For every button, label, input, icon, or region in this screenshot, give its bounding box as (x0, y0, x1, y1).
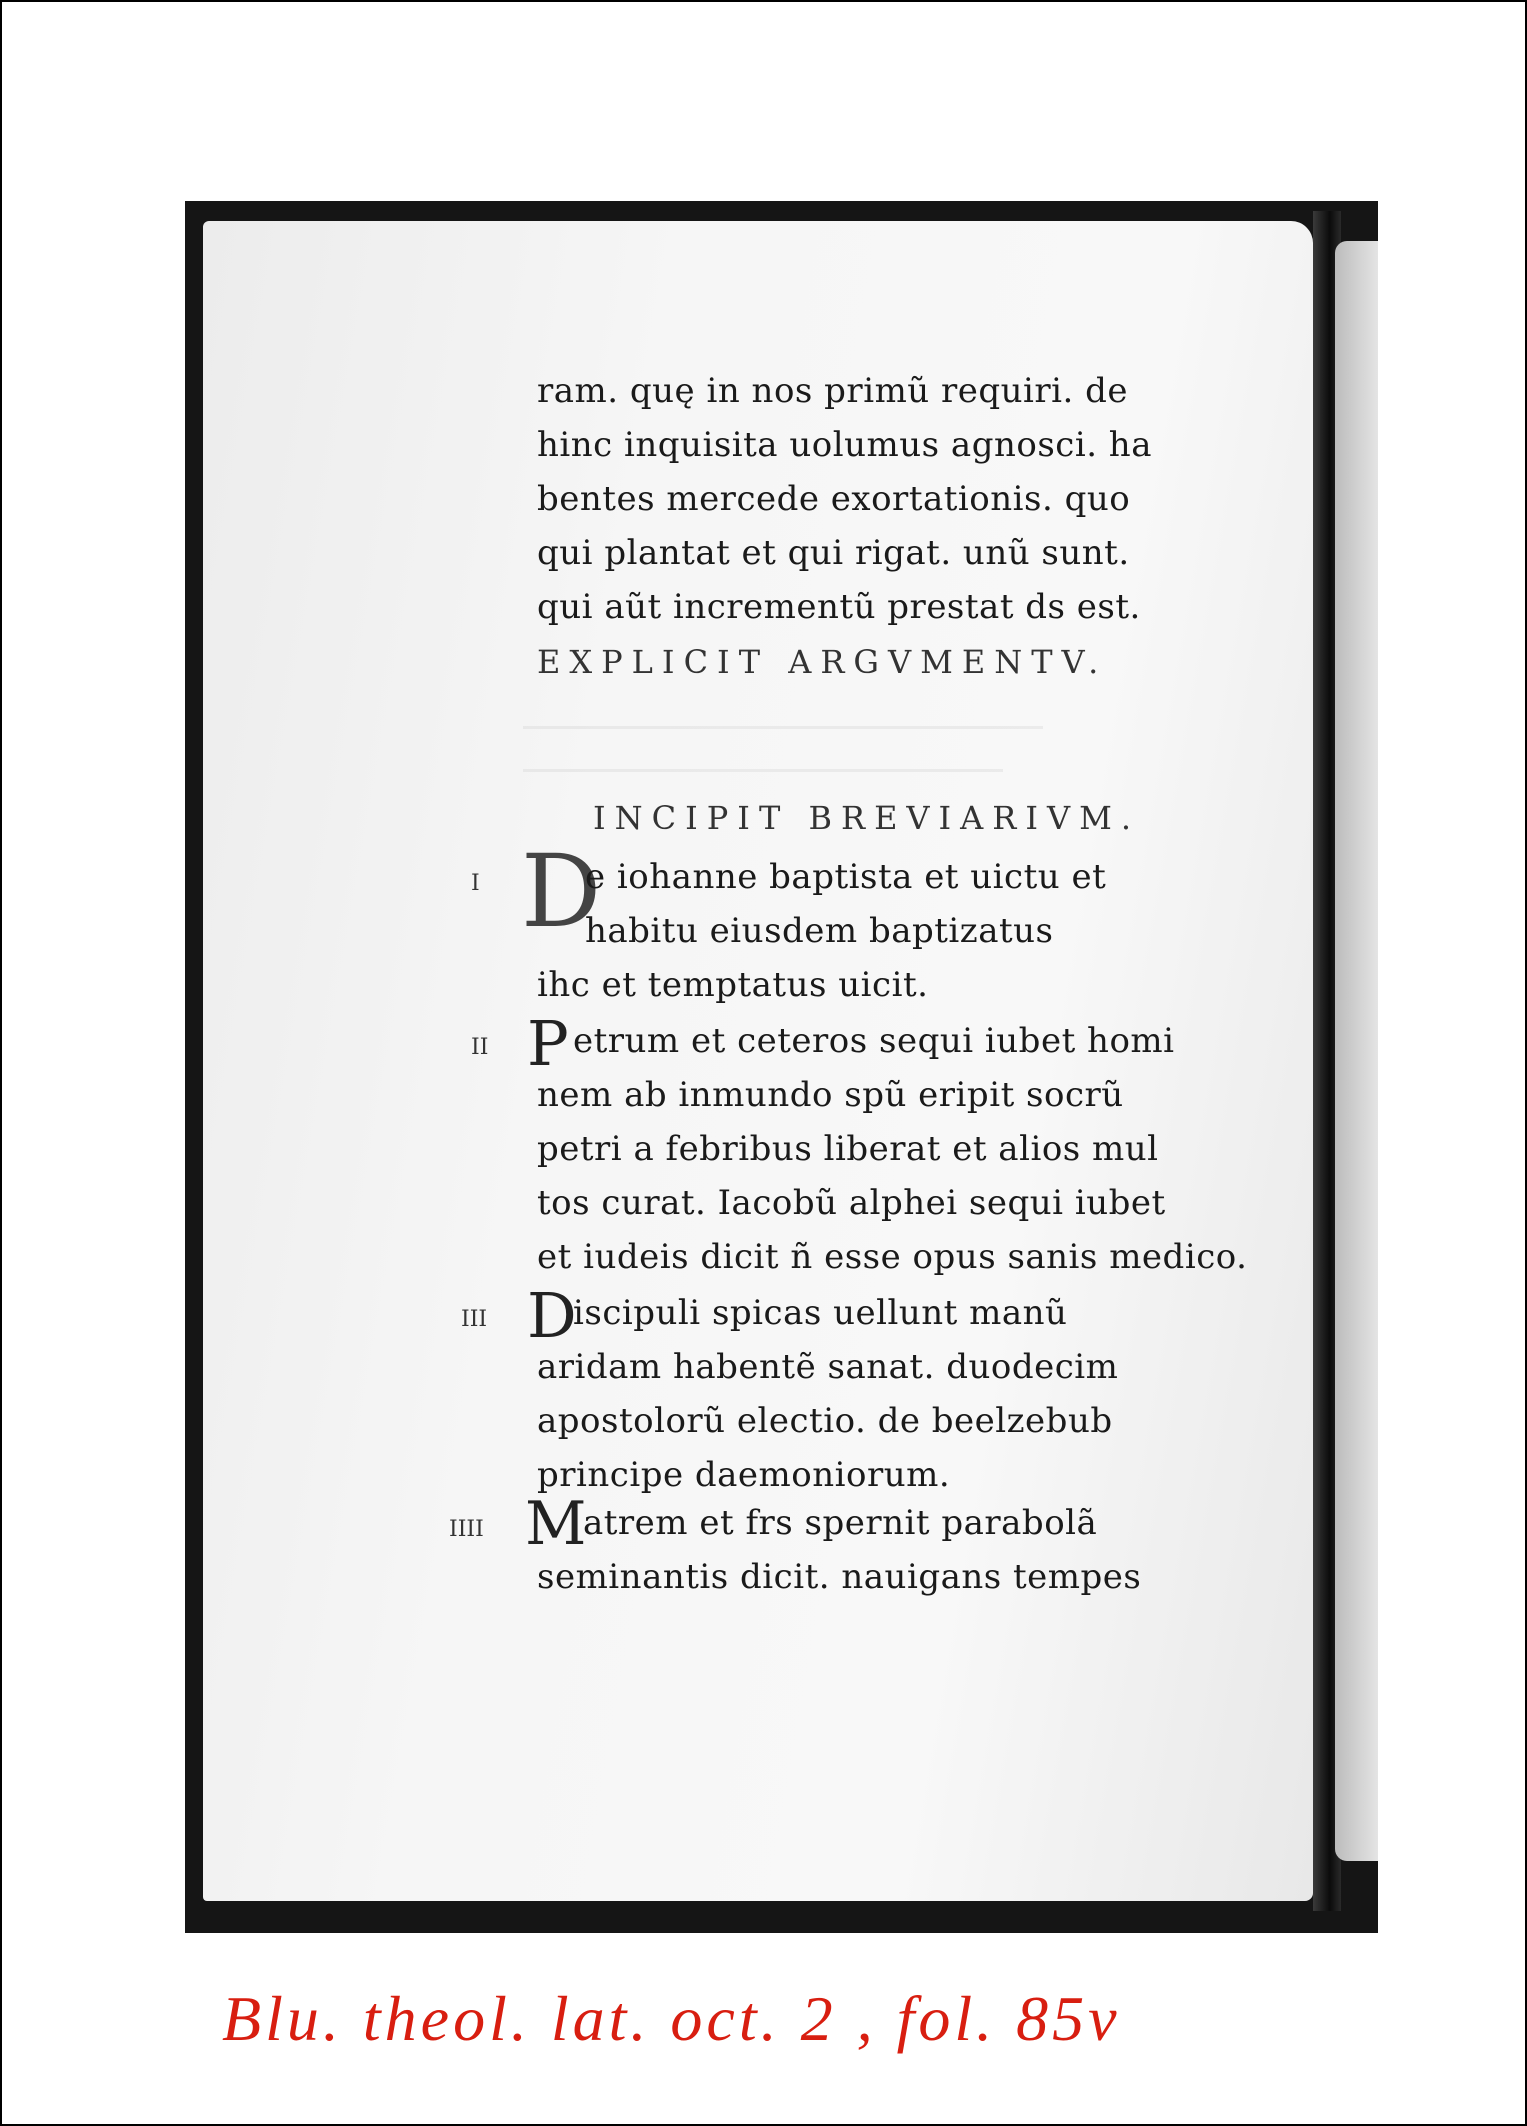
facing-page-edge (1335, 241, 1378, 1861)
argumentum-line: bentes mercede exortationis. quo (537, 479, 1131, 519)
chapter-number: II (471, 1035, 489, 1060)
decorated-initial: D (527, 1279, 577, 1352)
breviarium-line: tos curat. Iacobũ alphei sequi iubet (537, 1183, 1166, 1223)
shelfmark-annotation: Blu. theol. lat. oct. 2 , fol. 85v (222, 1983, 1121, 2054)
show-through (523, 726, 1043, 729)
argumentum-line: qui aũt incrementũ prestat ds est. (537, 587, 1141, 627)
chapter-number: III (461, 1307, 488, 1332)
breviarium-line: seminantis dicit. nauigans tempes (537, 1557, 1142, 1597)
chapter-number: IIII (449, 1517, 484, 1542)
breviarium-line: etrum et ceteros sequi iubet homi (573, 1021, 1175, 1061)
breviarium-line: atrem et frs spernit parabolã (583, 1503, 1098, 1543)
manuscript-page (203, 221, 1313, 1901)
decorated-initial: D (521, 833, 602, 950)
argumentum-line: ram. quę in nos primũ requiri. de (537, 371, 1129, 411)
breviarium-line: iscipuli spicas uellunt manũ (573, 1293, 1068, 1333)
breviarium-line: principe daemoniorum. (537, 1455, 951, 1495)
manuscript-photograph (185, 201, 1378, 1933)
breviarium-line: apostolorũ electio. de beelzebub (537, 1401, 1113, 1441)
chapter-number: I (471, 871, 480, 896)
breviarium-line: e iohanne baptista et uictu et (585, 857, 1107, 897)
breviarium-line: petri a febribus liberat et alios mul (537, 1129, 1159, 1169)
decorated-initial: M (525, 1489, 587, 1559)
incipit-rubric: INCIPIT BREVIARIVM. (593, 799, 1141, 837)
breviarium-line: nem ab inmundo spũ eripit socrũ (537, 1075, 1124, 1115)
breviarium-line: habitu eiusdem baptizatus (585, 911, 1054, 951)
argumentum-line: hinc inquisita uolumus agnosci. ha (537, 425, 1152, 465)
breviarium-line: et iudeis dicit ñ esse opus sanis medico. (537, 1237, 1248, 1277)
breviarium-line: aridam habentẽ sanat. duodecim (537, 1347, 1119, 1387)
explicit-rubric: EXPLICIT ARGVMENTV. (537, 643, 1108, 681)
argumentum-line: qui plantat et qui rigat. unũ sunt. (537, 533, 1130, 573)
show-through (523, 769, 1003, 772)
breviarium-line: ihc et temptatus uicit. (537, 965, 929, 1005)
decorated-initial: P (527, 1007, 569, 1080)
